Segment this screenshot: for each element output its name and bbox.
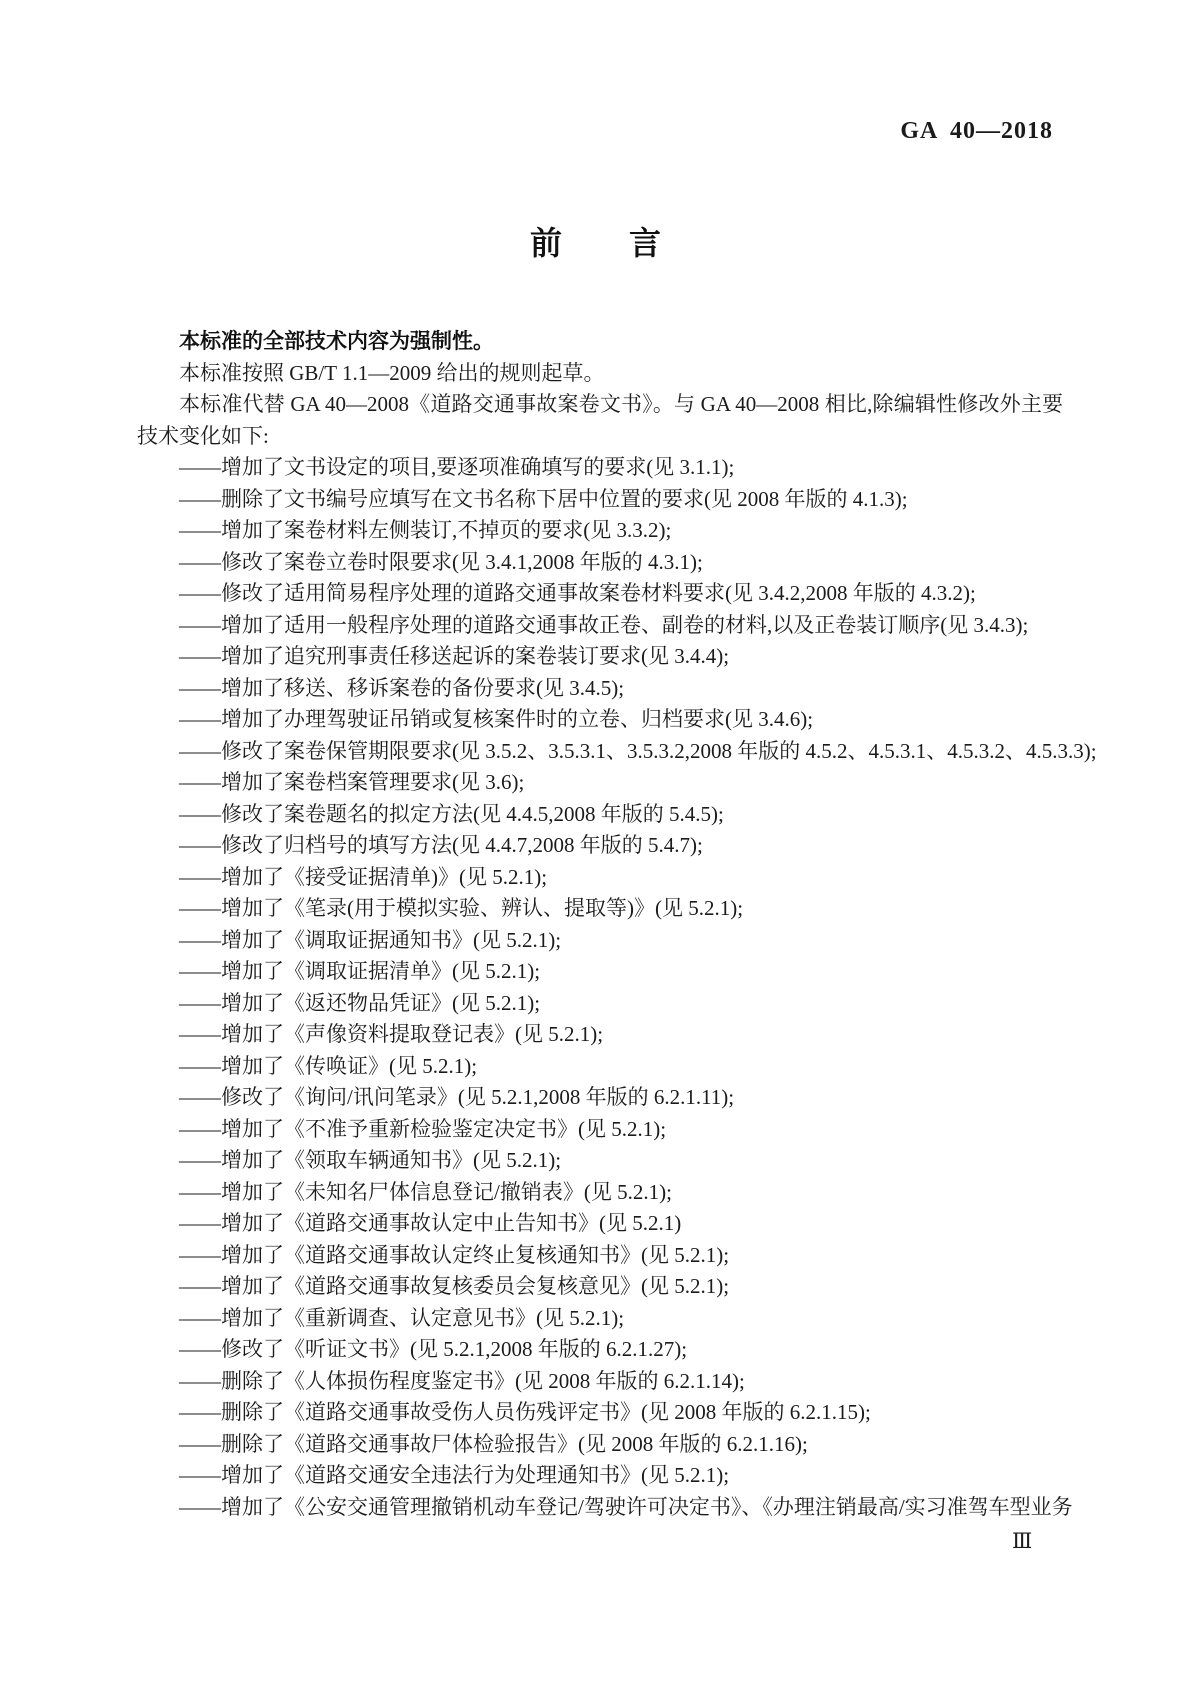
change-item: ——增加了移送、移诉案卷的备份要求(见 3.4.5); bbox=[179, 675, 625, 700]
change-item: ——删除了文书编号应填写在文书名称下居中位置的要求(见 2008 年版的 4.1.3); bbox=[179, 486, 908, 511]
changes-list bbox=[137, 452, 1097, 1523]
foreword-replaces-note: 本标准代替 GA 40—2008《道路交通事故案卷文书》。与 GA 40—2008 相比,除编辑性修改外主要技术变化如下: bbox=[137, 392, 1063, 448]
change-item: ——增加了《笔录(用于模拟实验、辨认、提取等)》(见 5.2.1); bbox=[179, 896, 744, 920]
change-item: ——修改了适用简易程序处理的道路交通事故案卷材料要求(见 3.4.2,2008 年版的 4.3.2); bbox=[179, 581, 976, 605]
change-item: ——修改了《询问/讯问笔录》(见 5.2.1,2008 年版的 6.2.1.11); bbox=[179, 1085, 735, 1109]
page-title: 前 言 bbox=[530, 225, 661, 261]
change-item: ——增加了《调取证据通知书》(见 5.2.1); bbox=[179, 927, 562, 952]
change-item: ——增加了《返还物品凭证》(见 5.2.1); bbox=[179, 990, 541, 1015]
change-item: ——删除了《人体损伤程度鉴定书》(见 2008 年版的 6.2.1.14); bbox=[179, 1368, 745, 1393]
page-number: Ⅲ bbox=[1012, 1529, 1033, 1553]
standard-code: GA 40—2018 bbox=[900, 118, 1053, 144]
change-item: ——删除了《道路交通事故尸体检验报告》(见 2008 年版的 6.2.1.16); bbox=[179, 1431, 808, 1456]
change-item: ——增加了《重新调查、认定意见书》(见 5.2.1); bbox=[179, 1305, 625, 1330]
change-item: ——增加了《道路交通事故认定中止告知书》(见 5.2.1) bbox=[179, 1211, 682, 1235]
change-item: ——修改了案卷立卷时限要求(见 3.4.1,2008 年版的 4.3.1); bbox=[179, 549, 703, 574]
change-item: ——增加了《公安交通管理撤销机动车登记/驾驶许可决定书》、《办理注销最高/实习准驾车型业务 bbox=[179, 1494, 1073, 1519]
change-item: ——增加了《调取证据清单》(见 5.2.1); bbox=[179, 959, 541, 983]
change-item: ——增加了《接受证据清单)》(见 5.2.1); bbox=[179, 864, 548, 889]
change-item: ——增加了《传唤证》(见 5.2.1); bbox=[179, 1053, 478, 1078]
foreword-drafting-rule: 本标准按照 GB/T 1.1—2009 给出的规则起草。 bbox=[179, 360, 605, 385]
change-item: ——增加了办理驾驶证吊销或复核案件时的立卷、归档要求(见 3.4.6); bbox=[179, 707, 814, 731]
change-item: ——增加了文书设定的项目,要逐项准确填写的要求(见 3.1.1); bbox=[179, 455, 735, 479]
change-item: ——增加了案卷档案管理要求(见 3.6); bbox=[179, 770, 525, 794]
change-item: ——修改了案卷题名的拟定方法(见 4.4.5,2008 年版的 5.4.5); bbox=[179, 801, 724, 826]
change-item: ——修改了归档号的填写方法(见 4.4.7,2008 年版的 5.4.7); bbox=[179, 833, 703, 857]
change-item: ——修改了案卷保管期限要求(见 3.5.2、3.5.3.1、3.5.3.2,2008 年版的 4.5.2、4.5.3.1、4.5.3.2、4.5.3.3); bbox=[179, 738, 1097, 763]
change-item: ——修改了《听证文书》(见 5.2.1,2008 年版的 6.2.1.27); bbox=[179, 1337, 688, 1361]
change-item: ——增加了《道路交通事故复核委员会复核意见》(见 5.2.1); bbox=[179, 1274, 730, 1298]
foreword-content bbox=[137, 326, 1097, 1523]
change-item: ——增加了《声像资料提取登记表》(见 5.2.1); bbox=[179, 1022, 604, 1046]
change-item: ——增加了《领取车辆通知书》(见 5.2.1); bbox=[179, 1148, 562, 1172]
change-item: ——增加了《未知名尸体信息登记/撤销表》(见 5.2.1); bbox=[179, 1179, 672, 1204]
change-item: ——增加了《道路交通事故认定终止复核通知书》(见 5.2.1); bbox=[179, 1242, 730, 1267]
change-item: ——增加了《道路交通安全违法行为处理通知书》(见 5.2.1); bbox=[179, 1463, 730, 1487]
change-item: ——删除了《道路交通事故受伤人员伤残评定书》(见 2008 年版的 6.2.1.15); bbox=[179, 1400, 871, 1424]
foreword-mandatory-note: 本标准的全部技术内容为强制性。 bbox=[179, 330, 494, 353]
change-item: ——增加了案卷材料左侧装订,不掉页的要求(见 3.3.2); bbox=[179, 518, 672, 542]
change-item: ——增加了适用一般程序处理的道路交通事故正卷、副卷的材料,以及正卷装订顺序(见 3.4.3); bbox=[179, 612, 1029, 637]
change-item: ——增加了追究刑事责任移送起诉的案卷装订要求(见 3.4.4); bbox=[179, 644, 730, 668]
change-item: ——增加了《不准予重新检验鉴定决定书》(见 5.2.1); bbox=[179, 1116, 667, 1141]
